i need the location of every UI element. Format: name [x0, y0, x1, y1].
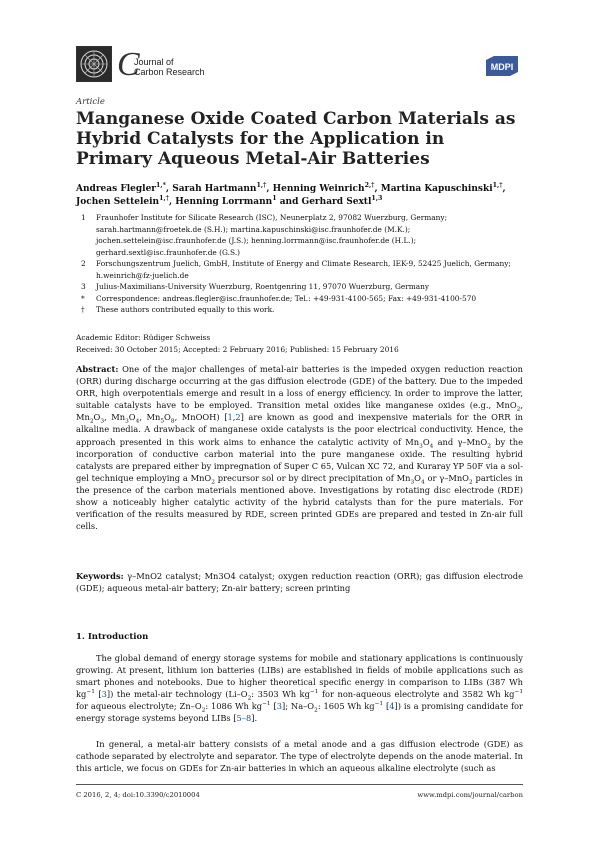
article-type: Article [76, 97, 105, 107]
affiliation-mark: * [81, 293, 85, 303]
journal-url[interactable]: www.mdpi.com/journal/carbon [417, 791, 523, 799]
intro-paragraph-2: In general, a metal-air battery consists of a metal anode and a gas diffusion electrode (GDE) as cathode separated by electrolyte and separator. The type of electrolyte depends on the anode material. In this article, we focus on GDEs for Zn-air batteries in which an aqueous alkaline electrolyte (such as [76, 739, 523, 774]
affiliation-text: These authors contributed equally to this work. [96, 305, 275, 314]
affiliation-mark: 2 [81, 259, 86, 268]
journal-name-line1: Journal of [134, 57, 174, 67]
journal-letter: C [117, 46, 140, 83]
journal-logo [76, 46, 112, 82]
author-affiliation-mark: 1,† [256, 182, 267, 189]
paper-title: Manganese Oxide Coated Carbon Materials as Hybrid Catalysts for the Application in Primary Aqueous Metal-Air Batteries [76, 109, 516, 169]
journal-name-line2: Carbon Research [134, 67, 205, 77]
affiliation-item [76, 304, 526, 316]
affiliations [76, 212, 526, 316]
affiliation-item [76, 293, 526, 305]
author-affiliation-mark: 1,† [159, 195, 169, 202]
affiliation-mark: † [81, 305, 85, 314]
keywords [76, 570, 523, 594]
abstract: Abstract: One of the major challenges of metal-air batteries is the impeded oxygen reduction reaction (ORR) during discharge occurring at the gas diffusion electrode (GDE) of the battery. Due to the impeded ORR, high overpotentials emerge and result in a loss of energy efficiency. In order to improve the latter, suitable catalysts have to be employed. Transition metal oxides like manganese oxides (e.g., MnO$_2$, $Mn_2O_3$, $Mn_3O_4$, $Mn_5O_8$, MnOOH) [1,2] are known as good and inexpensive materials for the ORR in alkaline media. A drawback of manganese oxide catalysts is the poor electrical conductivity. Hence, the approach presented in this work aims to enhance the catalytic activity of $Mn_3O_4$ and γ–MnO$_2$ by the incorporation of conductive carbon material into the pure manganese oxide. The resulting hybrid catalysts are prepared either by impregnation of Super C 65, Vulcan XC 72, and Kuraray YP 50F via a sol-gel technique employing a MnO$_2$ precursor sol or by direct precipitation of $Mn_3O_4$ or γ–MnO$_2$ particles in the presence of the carbon materials mentioned above. Investigations by rotating disc electrode (RDE) show a noticeably higher catalytic activity of the hybrid catalysts than for the pure materials. For verification of the results measured by RDE, screen printed GDEs are prepared and tested in Zn-air full cells. [76, 364, 524, 532]
citation-footer: C 2016, 2, 4; doi:10.3390/c2010004 [76, 791, 200, 799]
intro-paragraph-1: The global demand of energy storage systems for mobile and stationary applications is continuously growing. At present, lithium ion batteries (LIBs) are established in fields of mobile applications such as smart phones and notebooks. Due to higher theoretical specific energy in comparison to LIBs (387 Wh $kg^{-1}$ [3]) the metal-air technology ($Li-O_2$: 3503 Wh $kg^{-1}$ for non-aqueous electrolyte and 3582 Wh $kg^{-1}$ for aqueous electrolyte; $Zn-O_2$: 1086 Wh $kg^{-1}$ [3]; $Na-O_2$: 1605 Wh $kg^{-1}$ [4]) is a promising candidate for energy storage systems beyond LIBs [5–8]. [76, 653, 524, 724]
journal-name [134, 57, 205, 77]
section-heading: 1. Introduction [76, 632, 149, 642]
author-affiliation-mark: 1 [272, 195, 277, 202]
author-affiliation-mark: 1,† [492, 182, 503, 189]
author-name: Jochen Settelein [76, 197, 160, 207]
author-affiliation-mark: 2,† [364, 182, 375, 189]
mdpi-logo-icon [484, 56, 520, 76]
affiliation-text: Correspondence: andreas.flegler@isc.fraunhofer.de; Tel.: +49-931-4100-565; Fax: +49-931-4100-570 [96, 293, 477, 303]
author-name: Sarah Hartmann [172, 184, 257, 194]
academic-editor: Academic Editor: Rüdiger Schweiss [76, 333, 211, 342]
author-affiliation-mark: 1,3 [371, 195, 383, 202]
keywords-text: γ–MnO2 catalyst; Mn3O4 catalyst; oxygen reduction reaction (ORR); gas diffusion electrode (GDE); aqueous metal-air battery; Zn-air battery; screen printing [76, 571, 523, 594]
abstract-label: Abstract: [76, 364, 119, 374]
author-name: Henning Weinrich [272, 184, 365, 194]
mdpi-logo [484, 56, 520, 76]
mdpi-logo-text: MDPI [490, 62, 514, 72]
author-affiliation-mark: 1,* [156, 182, 166, 189]
author-name: Henning Lorrmann [175, 197, 273, 207]
affiliation-item [76, 258, 526, 281]
journal-emblem-icon [77, 47, 111, 81]
affiliation-text: Forschungszentrum Juelich, GmbH, Institute of Energy and Climate Research, IEK-9, 52425 Juelich, Germany; h.weinrich@fz-juelich.de [96, 259, 511, 280]
affiliation-text: Fraunhofer Institute for Silicate Research (ISC), Neunerplatz 2, 97082 Wuerzburg, Germany; sarah.hartmann@froetek.de (S.H.); martina.kapuschinski@isc.fraunhofer.de (M.K.); jochen.settelein@isc.fraunhofer.de (J.S.); henning.lorrmann@isc.fraunhofer.de (H.L.); gerhard.sextl@isc.fraunhofer.de (G.S.) [96, 213, 448, 257]
editor-and-dates [76, 332, 399, 355]
author-name: Andreas Flegler [76, 184, 157, 194]
footer-rule [76, 784, 523, 785]
publication-dates: Received: 30 October 2015; Accepted: 2 February 2016; Published: 15 February 2016 [76, 344, 399, 354]
author-name: Gerhard Sextl [301, 197, 372, 207]
affiliation-item [76, 281, 526, 293]
keywords-label: Keywords: [76, 571, 124, 581]
affiliation-mark: 1 [81, 213, 86, 222]
author-list: Andreas Flegler$^{1,*}$, Sarah Hartmann$^{1,\dagger}$, Henning Weinrich$^{2,\dagger}$, Martina Kapuschinski$^{1,\dagger}$, Jochen Settelein$^{1,\dagger}$, Henning Lorrmann$^1$ and Gerhard Sextl$^{1,3}$ [76, 182, 506, 207]
affiliation-mark: 3 [81, 282, 86, 291]
affiliation-item [76, 212, 526, 258]
author-name: Martina Kapuschinski [380, 184, 493, 194]
affiliation-text: Julius-Maximilians-University Wuerzburg, Roentgenring 11, 97070 Wuerzburg, Germany [96, 282, 430, 291]
